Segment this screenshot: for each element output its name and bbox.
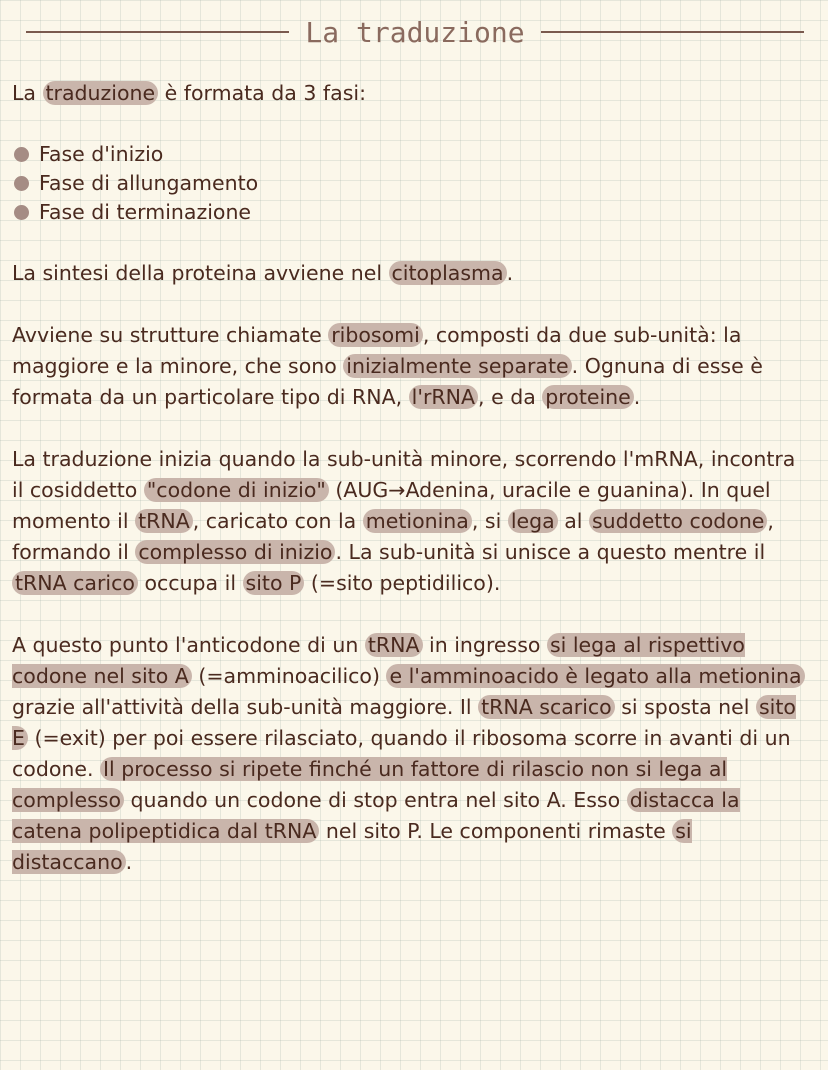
text: , composti da due sub-unità: la maggiore e la minore, che sono (12, 323, 742, 378)
highlight: si lega al rispettivo codone nel sito A (12, 633, 745, 688)
text: (=sito peptidilico). (304, 571, 501, 595)
text: La sintesi della proteina avviene nel (12, 261, 389, 285)
text: . (125, 850, 133, 874)
text: grazie all'attività della sub-unità maggiore. Il (12, 695, 479, 719)
text: al (557, 509, 589, 533)
list-item (12, 169, 812, 198)
phase-list (12, 140, 812, 227)
highlight: complesso di inizio (135, 540, 335, 564)
highlight: lega (508, 509, 558, 533)
highlight: e l'amminoacido è legato alla metionina (386, 664, 804, 688)
text: , caricato con la (192, 509, 363, 533)
text: A questo punto l'anticodone di un (12, 633, 365, 657)
text: Avviene su strutture chiamate (12, 323, 329, 347)
highlight: citoplasma (389, 261, 507, 285)
paragraph-elongation (12, 630, 812, 878)
highlight: si distaccano (12, 819, 692, 874)
highlight: tRNA scarico (478, 695, 615, 719)
highlight: traduzione (43, 81, 159, 105)
text: nel sito P. Le componenti rimaste (319, 819, 673, 843)
bullet-icon (14, 205, 29, 220)
text: . (506, 261, 514, 285)
highlight: inizialmente separate (343, 354, 571, 378)
text: si sposta nel (614, 695, 756, 719)
page-title: La traduzione (305, 15, 525, 49)
text: (=exit) per poi essere rilasciato, quando il ribosoma scorre in avanti di un codone. (12, 726, 791, 781)
text: La traduzione inizia quando la sub-unità minore, scorrendo l'mRNA, incontra il cosiddetto (12, 447, 796, 502)
text: . (633, 385, 641, 409)
text: in ingresso (422, 633, 547, 657)
highlight: "codone di inizio" (144, 478, 329, 502)
document-body (12, 78, 812, 878)
text: . Ognuna di esse è formata da un particolare tipo di RNA, (12, 354, 763, 409)
text: (=amminoacilico) (191, 664, 387, 688)
text: (AUG→Adenina, uracile e guanina). In quel momento il (12, 478, 771, 533)
phase-label: Fase d'inizio (39, 142, 164, 166)
highlight: l'rRNA (409, 385, 478, 409)
highlight: Il processo si ripete finché un fattore di rilascio non si lega al complesso (12, 757, 728, 812)
text: . La sub-unità si unisce a questo mentre il (335, 540, 766, 564)
paragraph-ribosomes (12, 320, 812, 413)
intro-paragraph (12, 78, 812, 109)
paragraph-cytoplasm (12, 258, 812, 289)
title-row (26, 10, 804, 54)
highlight: tRNA (135, 509, 193, 533)
highlight: sito P (243, 571, 305, 595)
highlight: tRNA carico (12, 571, 138, 595)
text: è formata da 3 fasi: (158, 81, 366, 105)
list-item (12, 140, 812, 169)
highlight: tRNA (365, 633, 423, 657)
text: , si (471, 509, 508, 533)
highlight: suddetto codone (589, 509, 767, 533)
text: La (12, 81, 43, 105)
text: , formando il (12, 509, 774, 564)
text: quando un codone di stop entra nel sito A. Esso (124, 788, 627, 812)
bullet-icon (14, 147, 29, 162)
highlight: ribosomi (328, 323, 423, 347)
phase-label: Fase di allungamento (39, 171, 259, 195)
highlight: proteine (542, 385, 633, 409)
highlight: metionina (363, 509, 472, 533)
highlight: sito E (12, 695, 796, 750)
bullet-icon (14, 176, 29, 191)
paragraph-initiation (12, 444, 812, 599)
list-item (12, 198, 812, 227)
text: , e da (478, 385, 543, 409)
title-rule-left (26, 31, 289, 33)
text: occupa il (137, 571, 243, 595)
title-rule-right (541, 31, 804, 33)
highlight: distacca la catena polipeptidica dal tRNA (12, 788, 740, 843)
phase-label: Fase di terminazione (39, 200, 252, 224)
